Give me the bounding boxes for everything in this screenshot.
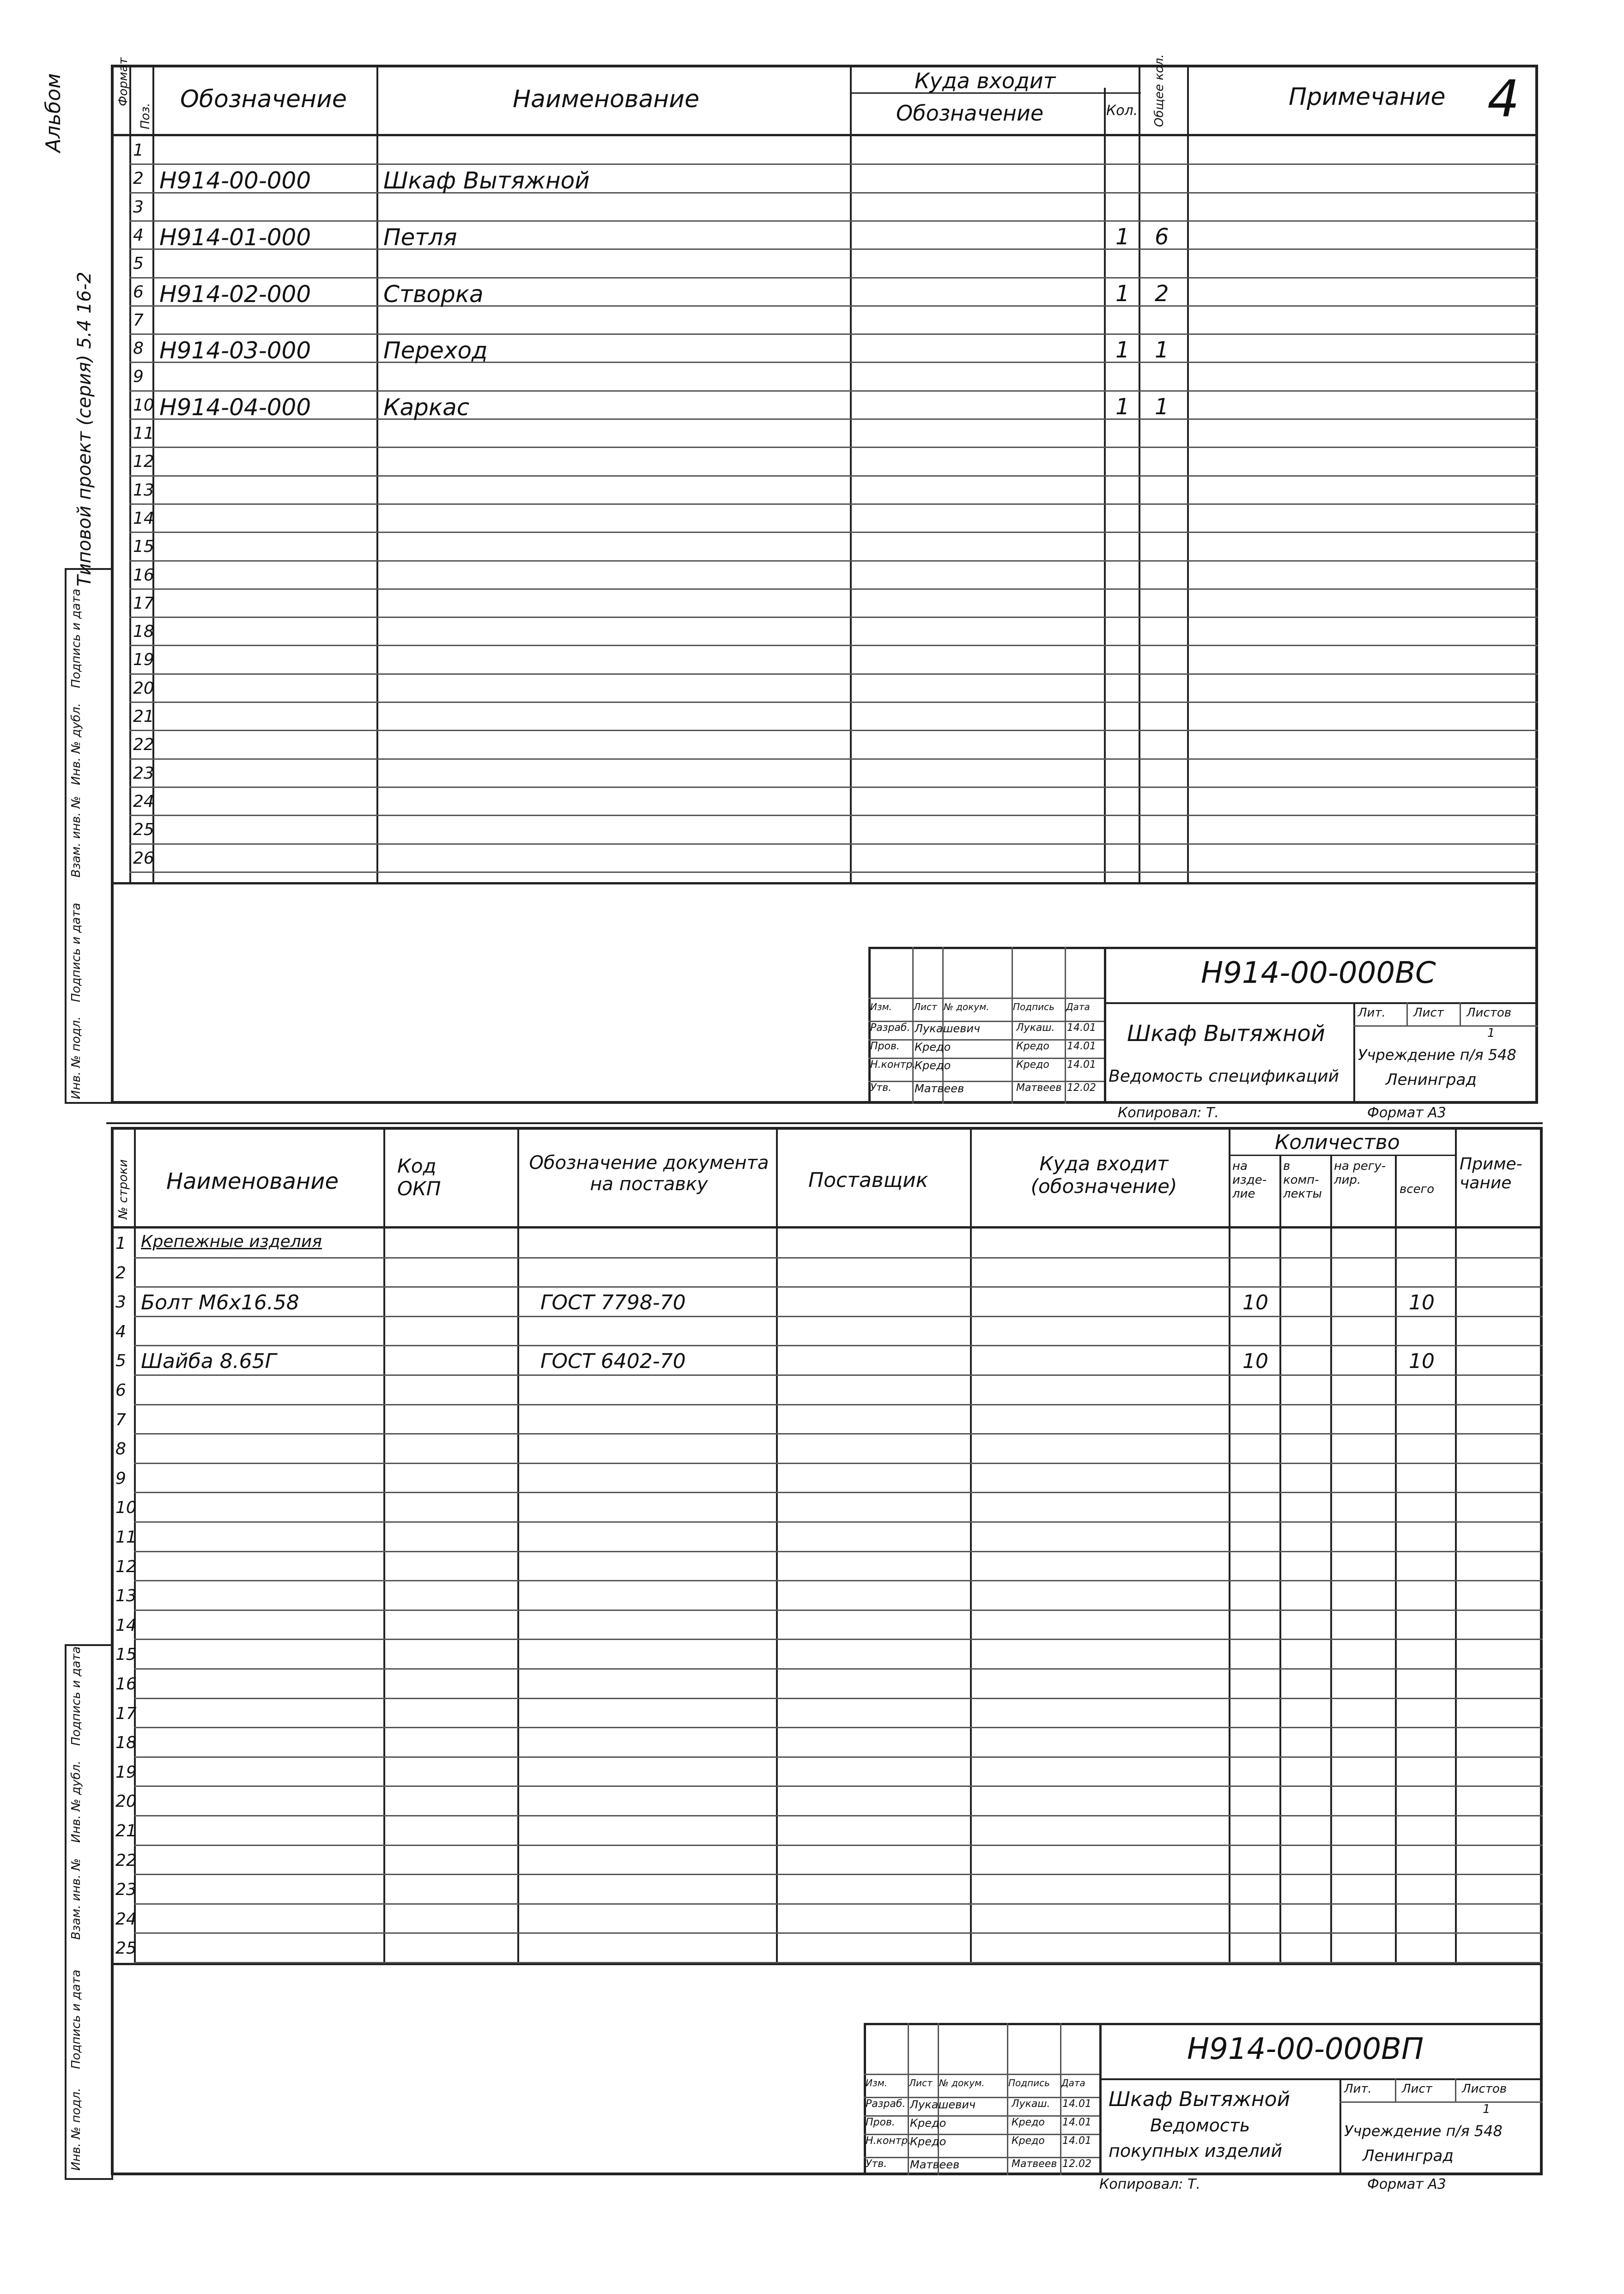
total-qty-cell: 1 xyxy=(1155,337,1169,363)
p-doc-header: Обозначение документа на поставку xyxy=(529,1152,769,1195)
table-row xyxy=(111,1375,1543,1405)
table-row xyxy=(111,1405,1543,1435)
designation-cell: Н914-01-000 xyxy=(159,224,311,251)
row-number: 17 xyxy=(115,1704,137,1723)
total-header: всего xyxy=(1400,1182,1435,1196)
row-number: 21 xyxy=(133,707,154,726)
designation-cell: Н914-02-000 xyxy=(159,280,311,308)
row-number: 2 xyxy=(115,1263,126,1283)
qty-cell: 1 xyxy=(1115,280,1130,307)
row-number: 16 xyxy=(133,565,154,585)
table-row xyxy=(111,1904,1543,1934)
row-number: 10 xyxy=(115,1498,137,1518)
row-number: 5 xyxy=(133,254,144,273)
name-cell: Каркас xyxy=(383,393,470,421)
table-row xyxy=(111,504,1538,533)
table-row xyxy=(111,1552,1543,1581)
col-head-signature: Подпись xyxy=(1013,1001,1054,1012)
table-row xyxy=(111,1464,1543,1493)
table-row xyxy=(111,1933,1543,1963)
signature: Матвеев xyxy=(1016,1082,1062,1094)
table-row xyxy=(111,674,1538,702)
per-item-header: на изде- лие xyxy=(1232,1159,1267,1201)
row-number: 15 xyxy=(115,1645,137,1665)
lit-label: Лит. xyxy=(1358,1006,1386,1020)
person-name: Матвеев xyxy=(910,2158,960,2171)
row-number: 21 xyxy=(115,1822,137,1840)
quantity-header: Количество xyxy=(1275,1131,1400,1154)
doc-title: Шкаф Вытяжной xyxy=(1127,1021,1325,1047)
row-line xyxy=(129,872,1538,873)
table-row xyxy=(111,702,1538,731)
p-sheets-label: Листов xyxy=(1462,2082,1507,2096)
table-row xyxy=(111,193,1538,221)
doc-code: Н914-00-000ВС xyxy=(1201,956,1436,990)
designation-cell: Н914-03-000 xyxy=(159,337,311,364)
p-doc-title: Шкаф Вытяжной xyxy=(1109,2088,1291,2111)
row-number: 7 xyxy=(115,1410,126,1429)
row-number: 2 xyxy=(133,169,144,188)
table-row xyxy=(111,136,1538,164)
per-item-cell: 10 xyxy=(1242,1291,1268,1315)
signature: Кредо xyxy=(1016,1041,1049,1052)
signature: Кредо xyxy=(1012,2135,1045,2147)
row-number: 12 xyxy=(115,1557,137,1576)
item-name-cell: Болт М6х16.58 xyxy=(141,1291,299,1315)
org-name: Учреждение п/я 548 xyxy=(1358,1046,1516,1064)
qty-header: Кол. xyxy=(1106,103,1138,119)
person-name: Кредо xyxy=(915,1059,951,1072)
table-row xyxy=(111,1875,1543,1904)
p-sig-date-label: Подпись и дата xyxy=(69,1646,83,1746)
role-label: Пров. xyxy=(866,2117,895,2128)
row-number: 11 xyxy=(133,424,154,443)
org-city: Ленинград xyxy=(1386,1071,1477,1089)
row-number: 14 xyxy=(115,1616,137,1635)
table-row xyxy=(111,1786,1543,1816)
row-number: 12 xyxy=(133,452,154,472)
person-name: Матвеев xyxy=(915,1082,964,1095)
sign-date: 14.01 xyxy=(1067,1059,1096,1071)
table-row xyxy=(111,1229,1543,1258)
designation-header: Обозначение xyxy=(180,85,347,113)
table-row xyxy=(111,334,1538,363)
qty-cell: 1 xyxy=(1115,393,1130,420)
table-row xyxy=(111,1757,1543,1787)
sheet-label: Лист xyxy=(1413,1006,1444,1020)
album-stamp: Альбом xyxy=(42,73,65,152)
row-number: 18 xyxy=(133,622,154,642)
row-number: 25 xyxy=(133,820,154,840)
sig-date-label: Подпись и дата xyxy=(69,588,83,688)
role-label: Н.контр. xyxy=(866,2135,911,2147)
row-number: 7 xyxy=(133,310,144,330)
signature: Кредо xyxy=(1016,1059,1049,1071)
table-row xyxy=(111,278,1538,306)
p-sheets-value: 1 xyxy=(1483,2102,1491,2116)
total-cell: 10 xyxy=(1409,1350,1435,1374)
row-number: 20 xyxy=(115,1792,137,1811)
row-number: 3 xyxy=(133,197,144,217)
col-head-sheet: Лист xyxy=(909,2077,933,2088)
row-number: 20 xyxy=(133,678,154,698)
table-row xyxy=(111,816,1538,844)
note-header: Примечание xyxy=(1289,83,1446,111)
name-cell: Переход xyxy=(383,337,488,364)
row-number: 9 xyxy=(133,367,144,387)
table-row xyxy=(111,1640,1543,1669)
sign-date: 14.01 xyxy=(1067,1041,1096,1052)
where-used-designation-header: Обозначение xyxy=(896,101,1044,126)
table-row xyxy=(111,306,1538,334)
row-number: 24 xyxy=(115,1909,137,1929)
table-row xyxy=(111,363,1538,391)
table-row xyxy=(111,844,1538,872)
p-where-used-header: Куда входит (обозначение) xyxy=(1030,1152,1177,1198)
signature: Лукаш. xyxy=(1016,1022,1055,1034)
name-cell: Шкаф Вытяжной xyxy=(383,167,590,194)
table-row xyxy=(111,1728,1543,1757)
page-number: 4 xyxy=(1487,69,1520,128)
table-row xyxy=(111,1493,1543,1522)
sig-date-label-2: Подпись и дата xyxy=(69,902,83,1002)
table-row xyxy=(111,759,1538,787)
p-org-name: Учреждение п/я 548 xyxy=(1344,2122,1503,2140)
table-row xyxy=(111,1699,1543,1728)
p-doc-subtitle-2: покупных изделий xyxy=(1109,2141,1283,2161)
title-block-2 xyxy=(864,2023,1543,2175)
row-number: 13 xyxy=(115,1586,137,1606)
p-orig-inv-label: Инв. № подл. xyxy=(69,2088,83,2171)
table-row xyxy=(111,589,1538,617)
table-row xyxy=(111,1816,1543,1846)
row-number: 4 xyxy=(115,1322,126,1341)
row-number: 3 xyxy=(115,1293,126,1312)
role-label: Утв. xyxy=(870,1082,892,1094)
row-number: 8 xyxy=(133,339,144,358)
p-dup-inv-label: Инв. № дубл. xyxy=(69,1761,83,1843)
supply-doc-cell: ГОСТ 6402-70 xyxy=(540,1350,686,1374)
signature: Лукаш. xyxy=(1012,2098,1050,2110)
col-head-date: Дата xyxy=(1061,2077,1085,2088)
dup-inv-label: Инв. № дубл. xyxy=(69,703,83,785)
format-label: Формат А3 xyxy=(1367,1105,1446,1121)
row-number: 26 xyxy=(133,848,154,868)
table-row xyxy=(111,476,1538,504)
per-set-header: в комп- лекты xyxy=(1283,1159,1322,1201)
signature: Матвеев xyxy=(1012,2158,1057,2170)
table-row xyxy=(111,1258,1543,1288)
p-note-header: Приме- чание xyxy=(1460,1155,1522,1192)
p-sheet-label: Лист xyxy=(1402,2082,1432,2096)
row-number: 22 xyxy=(133,735,154,755)
total-qty-cell: 6 xyxy=(1155,224,1169,250)
item-name-cell: Шайба 8.65Г xyxy=(141,1350,277,1374)
qty-cell: 1 xyxy=(1115,224,1130,250)
row-number: 10 xyxy=(133,395,154,415)
supply-doc-cell: ГОСТ 7798-70 xyxy=(540,1291,686,1315)
person-name: Лукашевич xyxy=(915,1022,981,1035)
row-number: 23 xyxy=(115,1880,137,1900)
designation-cell: Н914-04-000 xyxy=(159,393,311,421)
sheets-value: 1 xyxy=(1487,1026,1495,1040)
row-number: 8 xyxy=(115,1440,126,1459)
row-number: 23 xyxy=(133,763,154,783)
p-copied-by: Копировал: Т. xyxy=(1099,2176,1200,2192)
per-reg-header: на регу- лир. xyxy=(1334,1159,1386,1187)
doc-subtitle: Ведомость спецификаций xyxy=(1109,1067,1339,1086)
col-head-change: Изм. xyxy=(866,2077,888,2088)
table-row xyxy=(111,1317,1543,1346)
name-header: Наименование xyxy=(513,85,700,113)
p-format-label: Формат А3 xyxy=(1367,2176,1446,2192)
table-row xyxy=(111,164,1538,193)
copied-by: Копировал: Т. xyxy=(1118,1105,1219,1121)
sign-date: 14.01 xyxy=(1062,2135,1091,2147)
sheets-label: Листов xyxy=(1466,1006,1512,1020)
table-row xyxy=(111,249,1538,278)
person-name: Кредо xyxy=(910,2117,946,2130)
table-row xyxy=(111,1846,1543,1875)
name-cell: Петля xyxy=(383,224,457,251)
total-qty-cell: 1 xyxy=(1155,393,1169,420)
table-row xyxy=(111,1581,1543,1610)
p-doc-code: Н914-00-000ВП xyxy=(1187,2032,1424,2066)
sign-date: 12.02 xyxy=(1067,1082,1096,1094)
role-label: Разраб. xyxy=(866,2098,906,2110)
row-number: 24 xyxy=(133,792,154,811)
role-label: Утв. xyxy=(866,2158,887,2170)
table-row xyxy=(111,1522,1543,1552)
table-row xyxy=(111,1669,1543,1699)
sign-date: 12.02 xyxy=(1062,2158,1091,2170)
qty-cell: 1 xyxy=(1115,337,1130,363)
p-sig-date-label-2: Подпись и дата xyxy=(69,1969,83,2069)
p-lit-label: Лит. xyxy=(1344,2082,1372,2096)
designation-cell: Н914-00-000 xyxy=(159,167,311,194)
col-head-change: Изм. xyxy=(870,1001,892,1012)
row-number: 9 xyxy=(115,1469,126,1488)
col-head-date: Дата xyxy=(1066,1001,1090,1012)
col-head-doc-no: № докум. xyxy=(939,2077,985,2088)
row-number: 19 xyxy=(115,1762,137,1782)
table-row xyxy=(111,787,1538,816)
zone-header: Поз. xyxy=(139,103,152,129)
table-row xyxy=(111,533,1538,561)
row-number: 11 xyxy=(115,1528,137,1547)
row-line xyxy=(134,1962,1543,1963)
row-number: 19 xyxy=(133,650,154,670)
sign-date: 14.01 xyxy=(1067,1022,1096,1034)
person-name: Кредо xyxy=(915,1041,951,1053)
col-head-sheet: Лист xyxy=(914,1001,937,1012)
total-cell: 10 xyxy=(1409,1291,1435,1315)
p-code-header: Код ОКП xyxy=(397,1155,441,1200)
item-name-cell: Крепежные изделия xyxy=(141,1232,322,1251)
person-name: Лукашевич xyxy=(910,2098,976,2111)
p-name-header: Наименование xyxy=(166,1168,339,1194)
row-number-header: № строки xyxy=(116,1159,130,1219)
table-row xyxy=(111,1287,1543,1317)
table-row xyxy=(111,731,1538,759)
sheet-separator xyxy=(106,1122,1543,1124)
row-number: 14 xyxy=(133,508,154,528)
row-number: 1 xyxy=(115,1234,126,1253)
role-label: Н.контр. xyxy=(870,1059,916,1071)
table-row xyxy=(111,1346,1543,1375)
row-number: 15 xyxy=(133,537,154,557)
table-row xyxy=(111,448,1538,476)
row-number: 22 xyxy=(115,1851,137,1870)
total-qty-cell: 2 xyxy=(1155,280,1169,307)
row-number: 16 xyxy=(115,1675,137,1694)
row-number: 25 xyxy=(115,1939,137,1958)
row-number: 6 xyxy=(133,282,144,302)
table-row xyxy=(111,221,1538,249)
table-row xyxy=(111,1434,1543,1464)
row-number: 4 xyxy=(133,225,144,245)
format-header: Формат xyxy=(116,57,130,106)
table-row xyxy=(111,561,1538,589)
table-row xyxy=(111,391,1538,419)
person-name: Кредо xyxy=(910,2135,946,2148)
row-number: 18 xyxy=(115,1733,137,1753)
repl-inv-label: Взам. инв. № xyxy=(69,796,83,878)
role-label: Пров. xyxy=(870,1041,900,1052)
p-org-city: Ленинград xyxy=(1363,2147,1454,2165)
table-row xyxy=(111,617,1538,646)
role-label: Разраб. xyxy=(870,1022,910,1034)
table-row xyxy=(111,419,1538,448)
table-row xyxy=(111,646,1538,674)
title-block xyxy=(868,947,1538,1104)
sign-date: 14.01 xyxy=(1062,2117,1091,2128)
row-number: 6 xyxy=(115,1381,126,1400)
total-qty-header: Общее кол. xyxy=(1152,54,1166,127)
where-used-header: Куда входит xyxy=(915,68,1056,93)
orig-inv-label: Инв. № подл. xyxy=(69,1016,83,1099)
row-number: 1 xyxy=(133,141,144,160)
p-doc-subtitle-1: Ведомость xyxy=(1150,2115,1250,2136)
row-number: 5 xyxy=(115,1351,126,1371)
signature: Кредо xyxy=(1012,2117,1045,2128)
p-supplier-header: Поставщик xyxy=(808,1168,928,1192)
row-number: 17 xyxy=(133,593,154,613)
sign-date: 14.01 xyxy=(1062,2098,1091,2110)
row-number: 13 xyxy=(133,480,154,500)
table-row xyxy=(111,1610,1543,1640)
p-repl-inv-label: Взам. инв. № xyxy=(69,1858,83,1940)
col-head-signature: Подпись xyxy=(1008,2077,1050,2088)
name-cell: Створка xyxy=(383,280,484,308)
project-label: Типовой проект (серия) 5.4 16-2 xyxy=(74,272,95,587)
col-head-doc-no: № докум. xyxy=(944,1001,989,1012)
per-item-cell: 10 xyxy=(1242,1350,1268,1374)
